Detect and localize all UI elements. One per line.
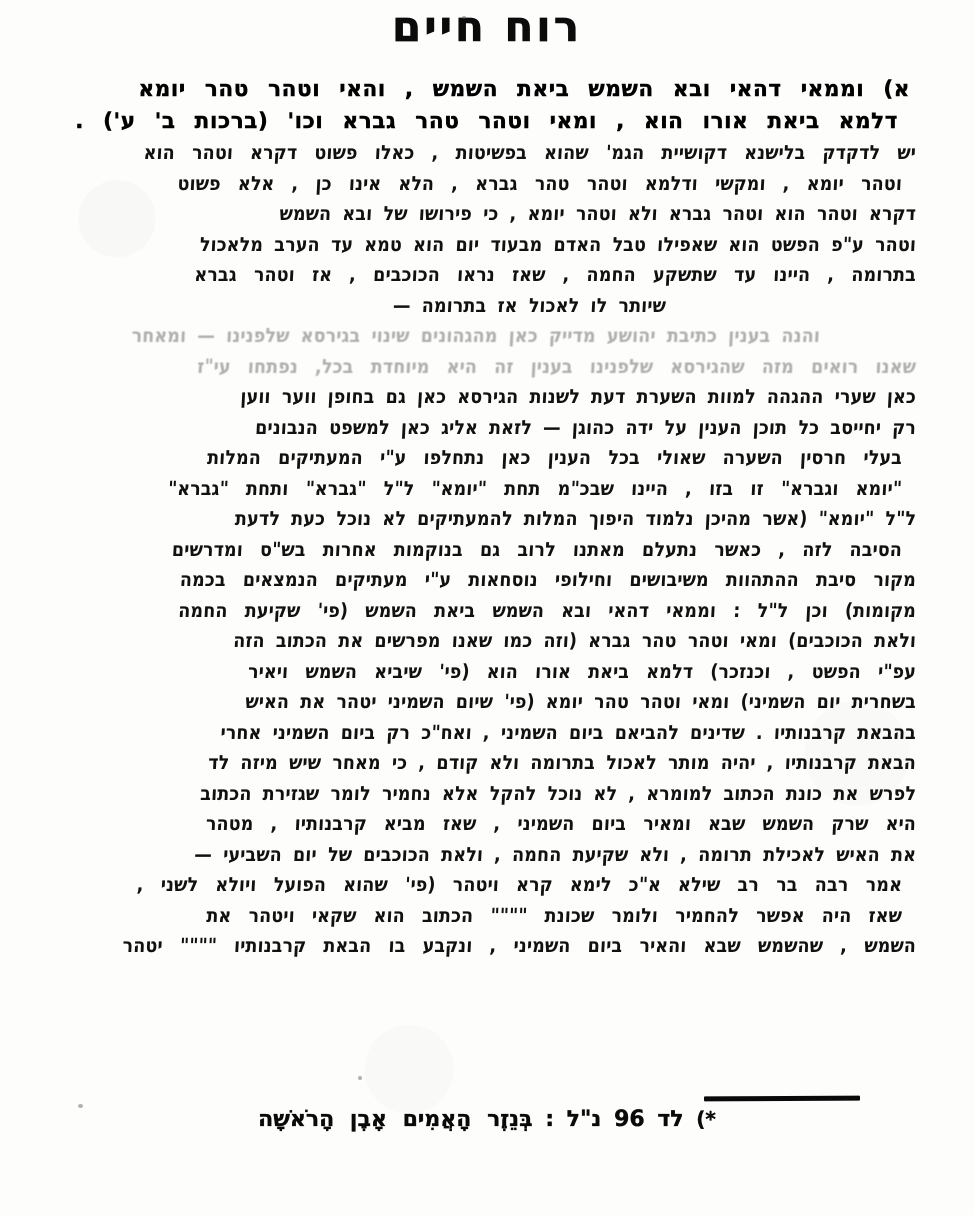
commentary-line: וטהר יומא , ומקשי ודלמא וטהר טהר גברא , הלא אינו כן , אלא פשוט [176, 171, 903, 195]
footnote-ref: לד [657, 1107, 684, 1132]
commentary-line: עפ"י הפשט , וכנזכר) דלמא ביאת אורו הוא (פי' שיביא השמש ויאיר [247, 659, 917, 683]
commentary-line: שיותר לו לאכול אז בתרומה — [392, 293, 667, 317]
commentary-line: ל"ל "יומא" (אשר מהיכן נלמוד היפוך המלות להמעתיקים לא נוכל כעת לדעת [234, 507, 917, 530]
page-title: רוח חיים [391, 2, 582, 51]
commentary-line: רק יחייסב כל תוכן הענין על ידה כהוגן — לזאת אליג כאן למשפט הנבונים [254, 415, 917, 439]
commentary-line-faded: שאנו רואים מזה שהגירסא שלפנינו בענין זה היא מיוחדת בכל, נפתחו עי"ז [196, 354, 917, 378]
footnote-abbrev: נ"ל : [545, 1107, 602, 1132]
commentary-line: כאן שערי ההגהה למוות השערת דעת לשנות הגירסא כאן גם בחופן ווער ווען [239, 385, 917, 408]
footnote-vocalized-text: בְּנֵזֶר הָאֲמִים אָבֶן הָרֹאשָׁה [258, 1107, 533, 1132]
commentary-line: מקומות) וכן ל"ל : וממאי דהאי ובא השמש ביאת השמש (פי' שקיעת החמה [177, 598, 917, 622]
commentary-line: היא שרק השמש שבא ומאיר ביום השמיני , שאז מביא קרבנותיו , מטהר [205, 812, 917, 835]
footnote [120, 1104, 854, 1135]
commentary-line: דקרא וטהר הוא וטהר גברא ולא וטהר יומא , כי פירושו של ובא השמש [278, 202, 917, 225]
commentary-line: ולאת הכוכבים) ומאי וטהר טהר גברא (וזה כמו שאנו מפרשים את הכתוב הזה [232, 629, 917, 652]
commentary-line: בתרומה , היינו עד שתשקע החמה , שאז נראו הכוכבים , אז וטהר גברא [193, 263, 917, 286]
commentary-line: "יומא וגברא" זו בזו , היינו שבכ"מ תחת "יומא" ל"ל "גברא" ותחת "גברא" [167, 476, 903, 500]
scan-speck [358, 1076, 362, 1080]
commentary-line: הבאת קרבנותיו , יהיה מותר לאכול בתרומה ולא קודם , כי מאחר שיש מיזה לד [207, 751, 917, 774]
commentary-line: את האיש לאכילת תרומה , ולא שקיעת החמה , ולאת הכוכבים של יום השביעי — [193, 842, 917, 866]
talmud-quote-line: א) וממאי דהאי ובא השמש ביאת השמש , והאי וטהר טהר יומא [138, 77, 910, 102]
commentary-line: השמש , שהשמש שבא והאיר ביום השמיני , ונקבע בו הבאת קרבנותיו """" יטהר [122, 934, 917, 957]
commentary-line: יש לדקדק בלישנא דקושיית הגמ' שהוא בפשיטות , כאלו פשוט דקרא וטהר הוא [143, 141, 917, 164]
commentary-line: אמר רבה בר רב שילא א"כ לימא קרא ויטהר (פי' שהוא הפועל ויולא לשני , [136, 873, 903, 896]
commentary-line: הסיבה לזה , כאשר נתעלם מאתנו לרוב גם בנוקמות אחרות בש"ס ומדרשים [171, 537, 903, 561]
talmud-quote-line: דלמא ביאת אורו הוא , ומאי וטהר טהר גברא וכו' (ברכות ב' ע') . [75, 109, 898, 134]
commentary-line: לפרש את כונת הכתוב למומרא , לא נוכל להקל אלא נחמיר לומר שגזירת הכתוב [199, 781, 917, 805]
commentary-line: שאז היה אפשר להחמיר ולומר שכונת """" הכתוב הוא שקאי ויטהר את [205, 903, 903, 927]
body-text [58, 74, 916, 962]
commentary-line: בהבאת קרבנותיו . שדינים להביאם ביום השמיני , ואח"כ רק ביום השמיני אחרי [219, 720, 917, 744]
scan-speck [78, 1104, 83, 1108]
commentary-line: וטהר ע"פ הפשט הוא שאפילו טבל האדם מבעוד יום הוא טמא עד הערב מלאכול [199, 232, 917, 256]
footnote-separator-rule [704, 1096, 860, 1102]
commentary-line: מקור סיבת ההתהוות משיבושים וחילופי נוסחאות ע"י מעתיקים הנמצאים בכמה [179, 568, 917, 591]
commentary-line-faded: והנה בענין כתיבת יהושע מדייק כאן מהגהונים שינוי בגירסא שלפנינו — ומאחר [131, 324, 821, 347]
footnote-marker: *) [696, 1107, 716, 1131]
commentary-line: בעלי חרסין השערה שאולי בכל הענין כאן נתחלפו ע"י המעתיקים המלות [206, 446, 903, 469]
scan-speck [462, 16, 466, 19]
commentary-line: בשחרית יום השמיני) ומאי וטהר טהר יומא (פי' שיום השמיני יטהר את האיש [244, 690, 917, 713]
footnote-number: 96 [614, 1107, 645, 1132]
